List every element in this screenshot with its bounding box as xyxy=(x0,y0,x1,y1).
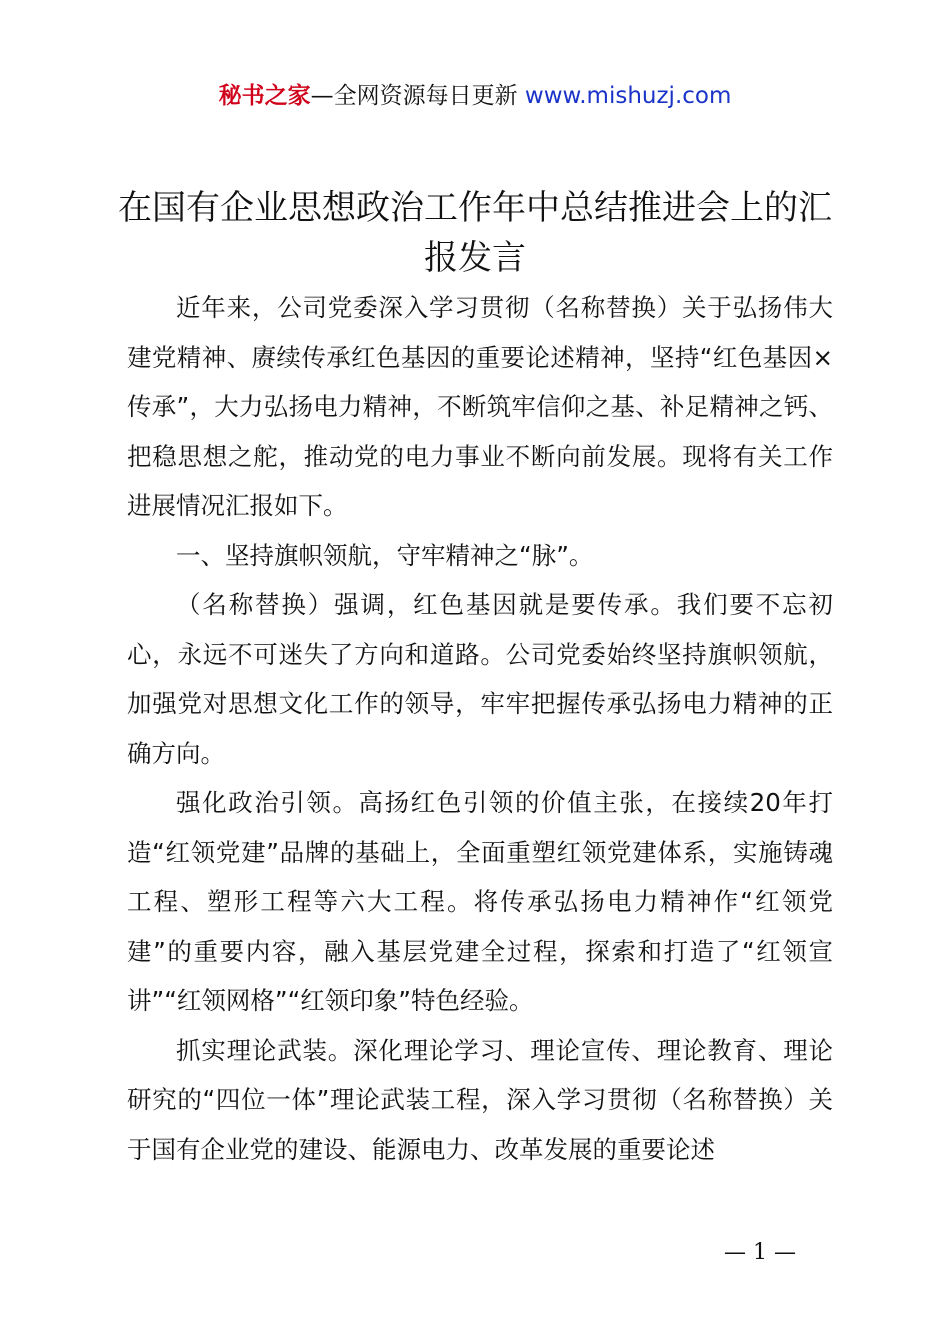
section-heading-1: 一、坚持旗帜领航，守牢精神之“脉”。 xyxy=(176,540,594,570)
banner-tagline: —全网资源每日更新 xyxy=(310,83,518,109)
body-paragraph: 强化政治引领。高扬红色引领的价值主张，在接续20年打造“红领党建”品牌的基础上，全面重塑红领党建体系，实施铸魂工程、塑形工程等六大工程。将传承弘扬电力精神作“红领党建”的重要内容，融入基层党建全过程，探索和打造了“红领宣讲”“红领网格”“红领印象”特色经验。 xyxy=(127,788,833,1015)
body-paragraph: （名称替换）强调，红色基因就是要传承。我们要不忘初心，永远不可迷失了方向和道路。公司党委始终坚持旗帜领航，加强党对思想文化工作的领导，牢牢把握传承弘扬电力精神的正确方向。 xyxy=(127,590,833,768)
document-body xyxy=(127,283,833,1174)
page-number: — 1 — xyxy=(724,1240,796,1265)
intro-paragraph: 近年来，公司党委深入学习贯彻（名称替换）关于弘扬伟大建党精神、赓续传承红色基因的重要论述精神，坚持“红色基因×传承”，大力弘扬电力精神，不断筑牢信仰之基、补足精神之钙、把稳思想之舵，推动党的电力事业不断向前发展。现将有关工作进展情况汇报如下。 xyxy=(127,293,833,520)
brand-name: 秘书之家 xyxy=(218,83,311,109)
site-banner xyxy=(0,80,950,112)
body-paragraph: 抓实理论武装。深化理论学习、理论宣传、理论教育、理论研究的“四位一体”理论武装工程，深入学习贯彻（名称替换）关于国有企业党的建设、能源电力、改革发展的重要论述 xyxy=(127,1035,833,1164)
document-title: 在国有企业思想政治工作年中总结推进会上的汇报发言 xyxy=(118,188,832,278)
site-url-link[interactable]: www.mishuzj.com xyxy=(524,83,732,109)
